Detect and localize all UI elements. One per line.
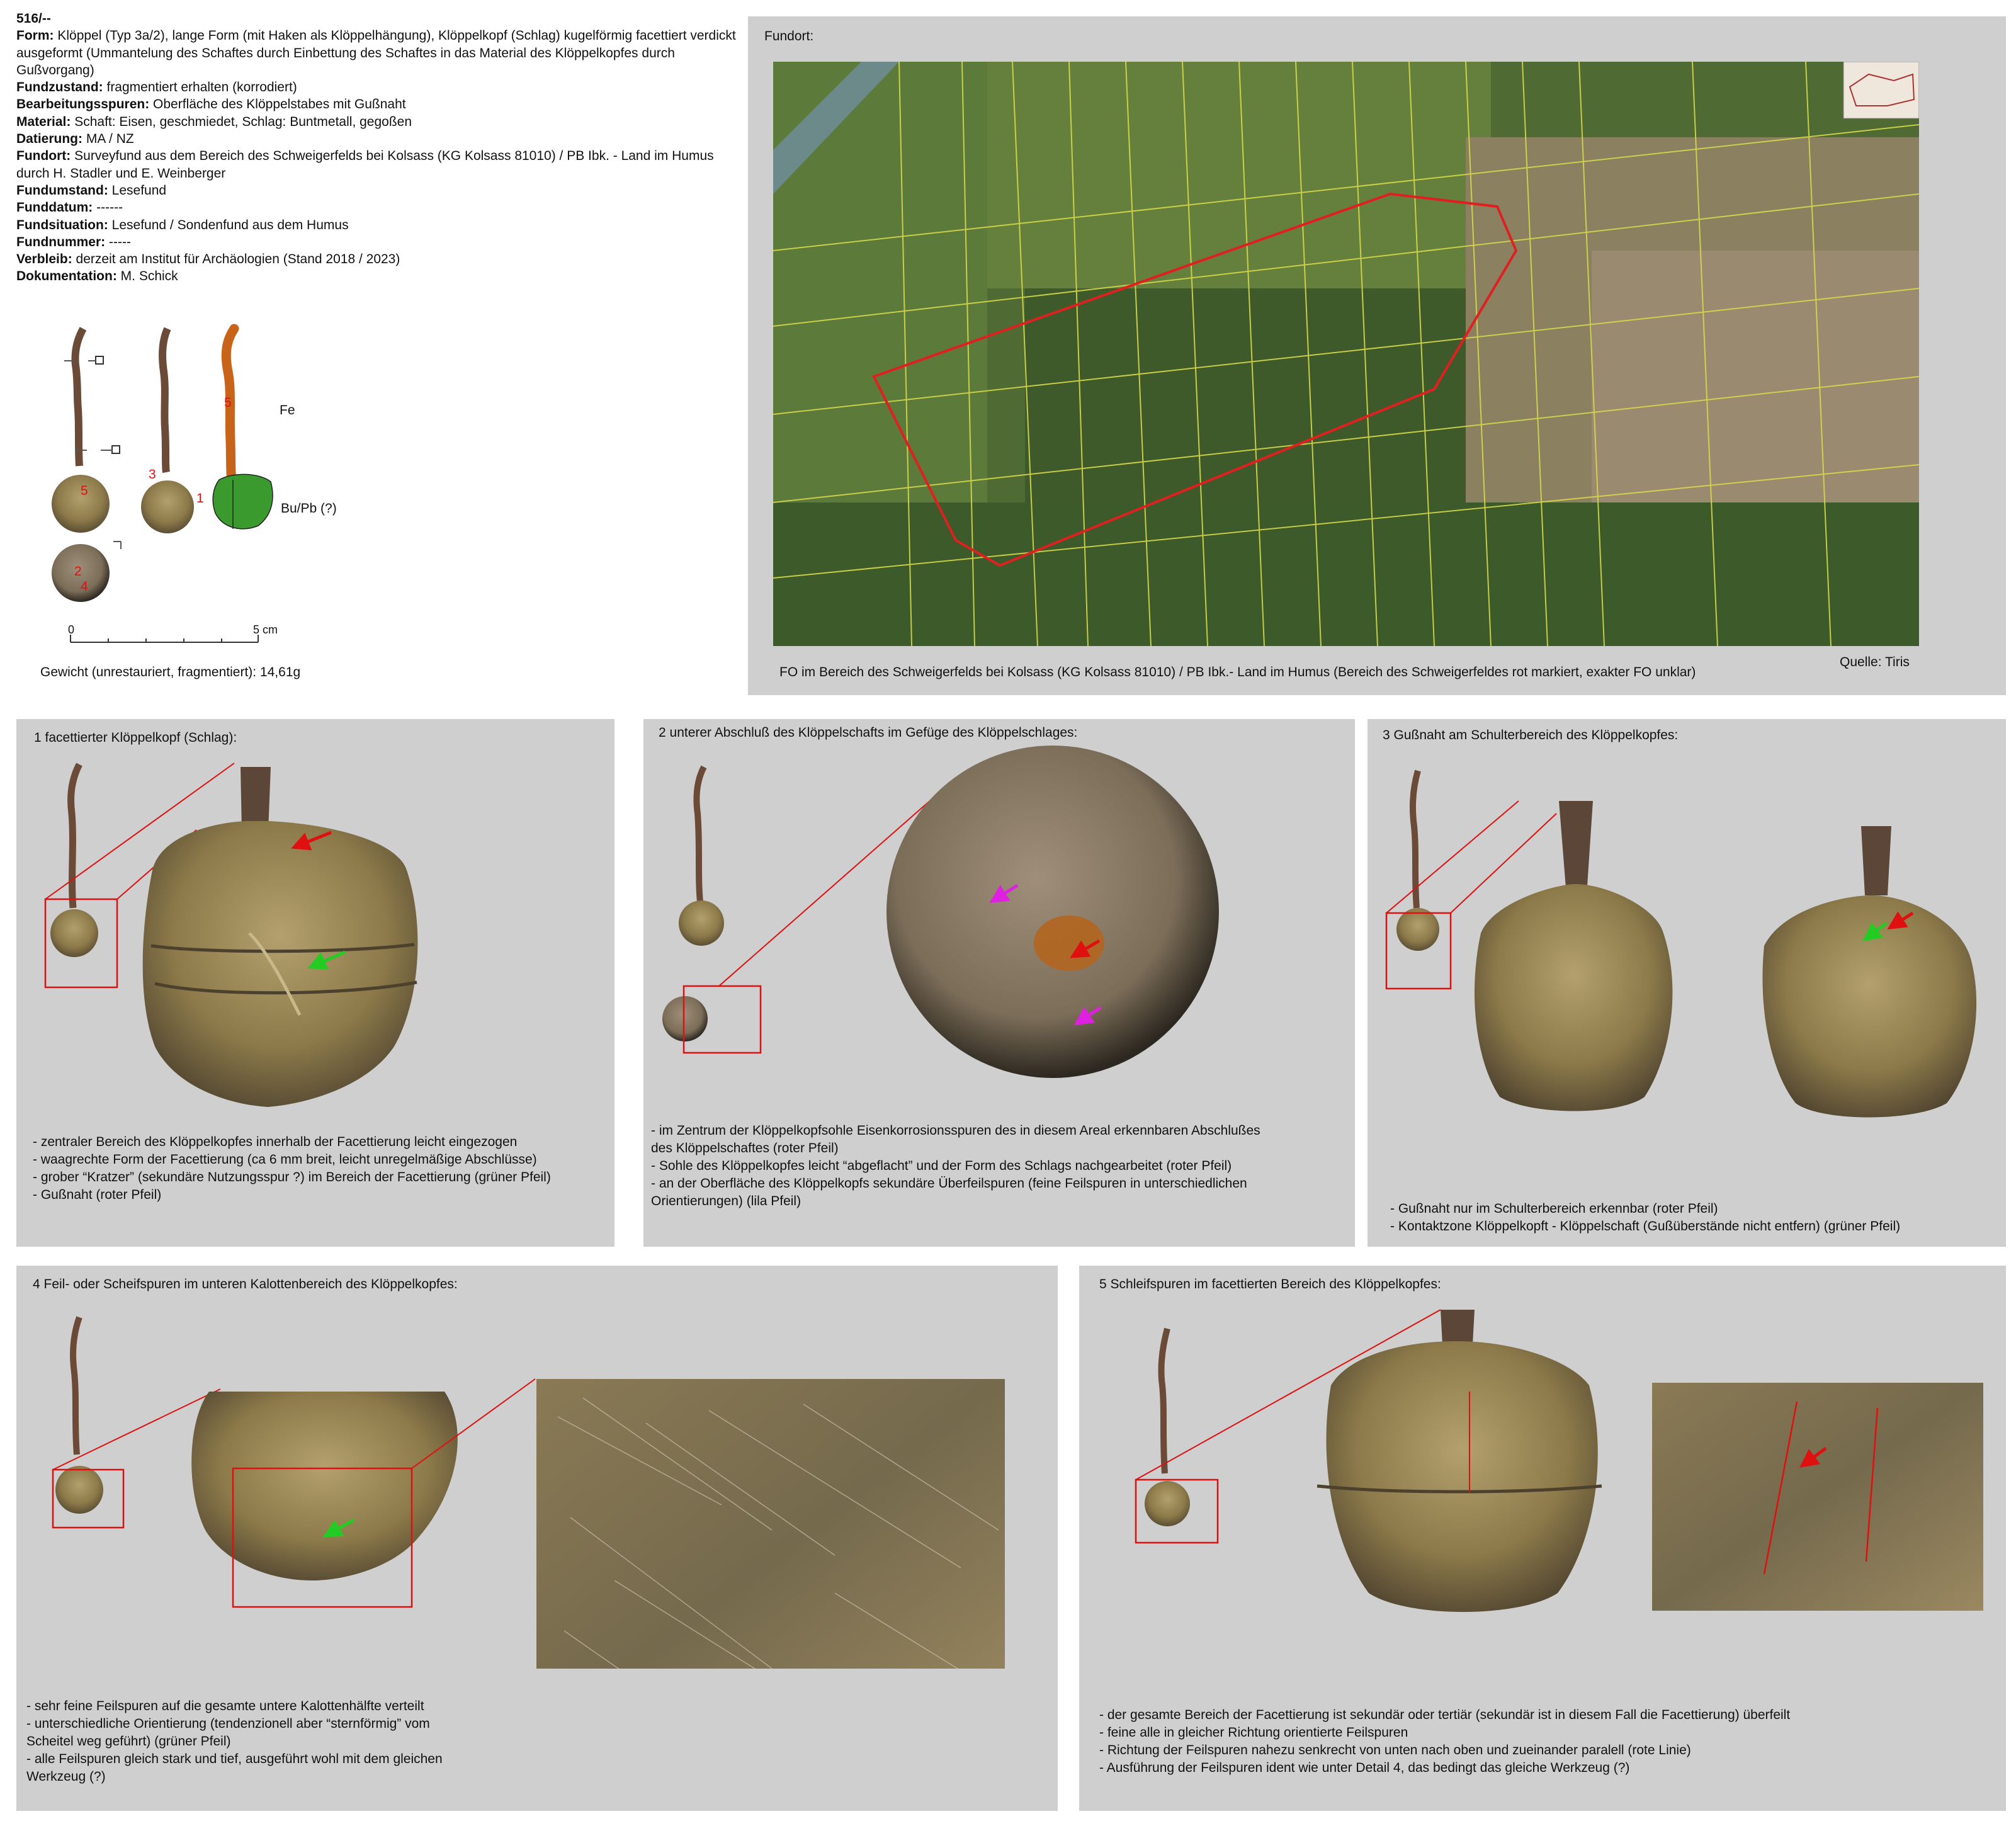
field-value: Surveyfund aus dem Bereich des Schweigerfelds bei Kolsass (KG Kolsass 81010) / PB Ibk. - Land im Humus durch H. Stadler und E. Weinberger bbox=[16, 149, 714, 181]
field-label: Dokumentation: bbox=[16, 269, 117, 284]
detail-title: 3 Gußnaht am Schulterbereich des Klöppelkopfes: bbox=[1383, 728, 1679, 742]
shaft-photo bbox=[696, 767, 704, 902]
head-photo bbox=[50, 909, 98, 957]
head-closeup bbox=[143, 821, 418, 1107]
field-label: Bearbeitungsspuren: bbox=[16, 97, 150, 112]
detail-panel-3 bbox=[1368, 719, 2006, 1247]
field-label: Fundnummer: bbox=[16, 234, 106, 249]
detail-notes: - zentraler Bereich des Klöppelkopfes innerhalb der Facettierung leicht eingezogen - waagrechte Form der Facettierung (ca 6 mm breit, leicht unregelmäßige Abschlüsse) - grober “Kratzer” (sekundäre Nutzungsspur ?) im Bereich der Facettierung (grüner Pfeil) - Gußnaht (roter Pfeil) bbox=[33, 1135, 551, 1202]
section-square-icon bbox=[96, 356, 103, 364]
field-fundnummer bbox=[16, 234, 747, 251]
material-label-bupb: Bu/Pb (?) bbox=[281, 501, 337, 516]
shaft-photo bbox=[1161, 1329, 1167, 1473]
detail-panel-2 bbox=[643, 719, 1355, 1247]
field-fundort bbox=[16, 147, 747, 182]
head-closeup-b bbox=[1762, 895, 1976, 1118]
field-label: Verbleib: bbox=[16, 252, 72, 267]
find-record bbox=[16, 10, 747, 285]
map-panel bbox=[748, 16, 2006, 695]
head-photo bbox=[679, 900, 724, 946]
detail-5-figure bbox=[1079, 1266, 2006, 1669]
field-value: Klöppel (Typ 3a/2), lange Form (mit Haken als Klöppelhängung), Klöppelkopf (Schlag) kugelförmig facettiert verdickt ausgeformt (Ummantelung des Schaftes durch Einbettung des Schaftes in das Material des Klöppelkopfes durch Gußvorgang) bbox=[16, 28, 736, 77]
field-value: derzeit am Institut für Archäologien (Stand 2018 / 2023) bbox=[76, 252, 400, 267]
view-number-2: 2 bbox=[74, 564, 82, 579]
field-value: MA / NZ bbox=[86, 132, 134, 147]
detail-3-figure bbox=[1368, 719, 2006, 1122]
field-value: Lesefund / Sondenfund aus dem Humus bbox=[111, 217, 349, 232]
field-label: Fundumstand: bbox=[16, 183, 108, 198]
map-title: Fundort: bbox=[764, 29, 814, 43]
cadastral-map-image bbox=[773, 62, 1919, 646]
view-number-5: 5 bbox=[224, 395, 232, 410]
object-photo-side bbox=[141, 329, 194, 533]
head-photo bbox=[1145, 1481, 1190, 1526]
view-number-4: 4 bbox=[81, 579, 88, 594]
cadastral-map[interactable] bbox=[773, 62, 1919, 646]
shaft-photo bbox=[73, 1317, 79, 1455]
scale-start-label: 0 bbox=[68, 623, 75, 636]
view-number-1: 1 bbox=[196, 491, 204, 506]
detail-title: 5 Schleifspuren im facettierten Bereich des Klöppelkopfes: bbox=[1099, 1277, 1441, 1291]
detail-2-figure bbox=[643, 719, 1355, 1122]
facet-closeup bbox=[1652, 1383, 1983, 1611]
head-photo bbox=[55, 1466, 103, 1514]
field-value: fragmentiert erhalten (korrodiert) bbox=[106, 80, 297, 95]
field-datierung bbox=[16, 130, 747, 147]
field-label: Material: bbox=[16, 114, 71, 129]
field-funddatum bbox=[16, 199, 747, 216]
scale-bar bbox=[71, 635, 258, 642]
record-id: 516/-- bbox=[16, 11, 51, 26]
detail-panel-4 bbox=[16, 1266, 1058, 1811]
field-dokumentation bbox=[16, 268, 747, 285]
material-label-fe: Fe bbox=[280, 403, 295, 417]
detail-panel-5 bbox=[1079, 1266, 2006, 1811]
detail-title: 4 Feil- oder Scheifspuren im unteren Kalottenbereich des Klöppelkopfes: bbox=[33, 1277, 458, 1291]
head-photo bbox=[1396, 908, 1439, 951]
sole-photo bbox=[662, 996, 708, 1041]
field-value: Oberfläche des Klöppelstabes mit Gußnaht bbox=[153, 97, 406, 112]
detail-notes: - Gußnaht nur im Schulterbereich erkennbar (roter Pfeil) - Kontaktzone Klöppelkopft - Klöppelschaft (Gußüberstände nicht entfern) (grüner Pfeil) bbox=[1390, 1201, 1901, 1234]
sole-closeup bbox=[886, 746, 1219, 1078]
field-fundzustand bbox=[16, 79, 747, 96]
view-number-3: 3 bbox=[149, 467, 156, 482]
detail-1-figure bbox=[16, 719, 614, 1128]
detail-notes: - sehr feine Feilspuren auf die gesamte untere Kalottenhälfte verteilt - unterschiedliche Orientierung (tendenzionell aber “sternförmig” vom Scheitel weg geführt) (grüner Pfeil) - alle Feilspuren gleich stark und tief, ausgeführt wohl mit dem gleichen Werkzeug (?) bbox=[26, 1699, 443, 1784]
field-value: ----- bbox=[109, 234, 131, 249]
detail-title: 2 unterer Abschluß des Klöppelschafts im Gefüge des Klöppelschlages: bbox=[659, 725, 1078, 740]
object-drawing bbox=[50, 315, 378, 667]
field-fundsituation bbox=[16, 217, 747, 234]
scale-end-label: 5 cm bbox=[253, 623, 278, 636]
detail-panel-1 bbox=[16, 719, 614, 1247]
head-closeup bbox=[1327, 1341, 1598, 1612]
field-label: Form: bbox=[16, 28, 54, 43]
field-bearbeitungsspuren bbox=[16, 96, 747, 113]
detail-notes: - im Zentrum der Klöppelkopfsohle Eisenkorrosionsspuren des in diesem Areal erkennbaren Abschlußes des Klöppelschaftes (roter Pfeil) - Sohle des Klöppelkopfes leicht “abgeflacht” und der Form des Schlags nachgearbeitet (roter Pfeil) - an der Oberfläche des Klöppelkopfs sekundäre Überfeilspuren (feine Feilspuren in unterschiedlichen Orientierungen) (lila Pfeil) bbox=[651, 1123, 1260, 1208]
head-closeup bbox=[191, 1392, 458, 1580]
head-closeup-a bbox=[1475, 884, 1672, 1111]
view-number-5b: 5 bbox=[81, 484, 88, 498]
field-label: Datierung: bbox=[16, 132, 82, 147]
field-label: Fundzustand: bbox=[16, 80, 103, 95]
field-label: Funddatum: bbox=[16, 200, 93, 215]
field-label: Fundort: bbox=[16, 149, 71, 164]
field-value: Lesefund bbox=[111, 183, 167, 198]
map-source: Quelle: Tiris bbox=[1840, 655, 1910, 669]
zoom-line bbox=[1386, 801, 1519, 913]
field-value: M. Schick bbox=[120, 269, 178, 284]
shaft-photo bbox=[71, 764, 80, 908]
detail-4-figure bbox=[16, 1266, 1058, 1669]
weight-label: Gewicht (unrestauriert, fragmentiert): 14,61g bbox=[40, 665, 301, 679]
object-section-drawing bbox=[213, 329, 273, 529]
map-caption: FO im Bereich des Schweigerfelds bei Kolsass (KG Kolsass 81010) / PB Ibk.- Land im Humus (Bereich des Schweigerfeldes rot markiert, exakter FO unklar) bbox=[779, 665, 1696, 679]
surface-closeup bbox=[536, 1379, 1005, 1669]
section-square-icon bbox=[112, 446, 120, 453]
field-verbleib bbox=[16, 251, 747, 268]
field-material bbox=[16, 113, 747, 130]
field-form bbox=[16, 27, 747, 79]
field-value: Schaft: Eisen, geschmiedet, Schlag: Buntmetall, gegoßen bbox=[74, 114, 412, 129]
detail-notes: - der gesamte Bereich der Facettierung ist sekundär oder tertiär (sekundär ist in diesem Fall die Facettierung) überfeilt - feine alle in gleicher Richtung orientierte Feilspuren - Richtung der Feilspuren nahezu senkrecht von unten nach oben und zueinander paralell (rote Linie) - Ausführung der Feilspuren ident wie unter Detail 4, das bedingt das gleiche Werkzeug (?) bbox=[1099, 1708, 1791, 1775]
field-value: ------ bbox=[96, 200, 123, 215]
field-label: Fundsituation: bbox=[16, 217, 108, 232]
detail-title: 1 facettierter Klöppelkopf (Schlag): bbox=[34, 730, 237, 745]
object-photo-front bbox=[52, 329, 110, 533]
field-fundumstand bbox=[16, 182, 747, 199]
